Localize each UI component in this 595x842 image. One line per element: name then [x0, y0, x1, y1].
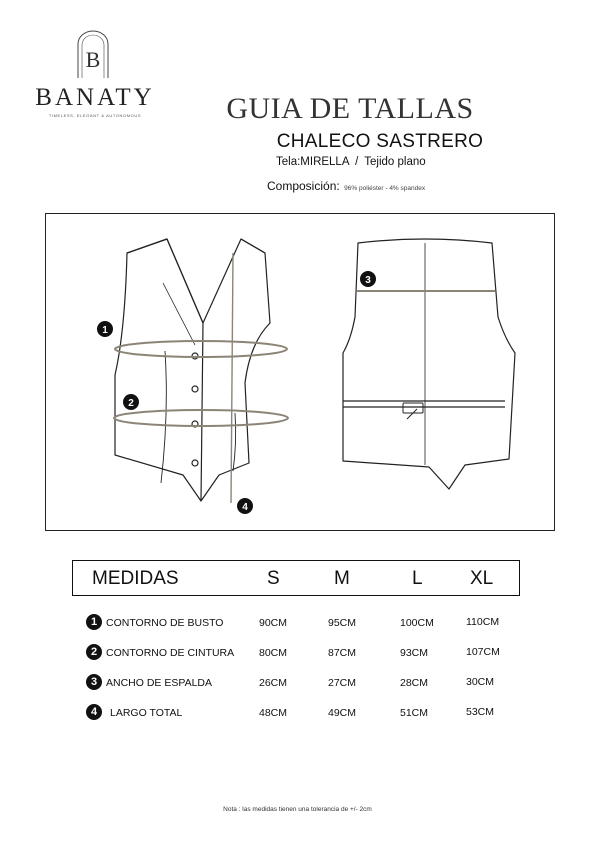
size-header-xl: XL	[470, 568, 494, 589]
composition-line	[267, 177, 425, 195]
bust-measure-line	[115, 341, 287, 357]
vest-illustration	[45, 213, 555, 531]
cell-bust-m: 95CM	[328, 617, 357, 629]
cell-waist-l: 93CM	[400, 647, 429, 659]
cell-back-xl: 30CM	[466, 676, 495, 688]
brand-monogram: B	[85, 47, 101, 72]
cell-bust-l: 100CM	[400, 617, 434, 629]
cell-length-xl: 53CM	[466, 706, 495, 718]
tolerance-note: Nota : las medidas tienen una tolerancia de +/- 2cm	[223, 806, 372, 813]
brand-name: BANATY	[35, 84, 155, 111]
row-number-badge: 2	[86, 644, 102, 660]
composition-value: 96% poliéster - 4% spandex	[344, 185, 426, 192]
cell-waist-m: 87CM	[328, 647, 357, 659]
cell-length-m: 49CM	[328, 707, 357, 719]
cell-back-l: 28CM	[400, 677, 429, 689]
cell-waist-xl: 107CM	[466, 646, 500, 658]
back-buckle-icon	[403, 403, 423, 419]
marker-4: 4	[242, 502, 248, 513]
brand-tagline: TIMELESS, ELEGANT & AUTONOMOUS	[48, 113, 142, 118]
row-label-waist: CONTORNO DE CINTURA	[106, 647, 235, 659]
row-label-bust: CONTORNO DE BUSTO	[106, 617, 224, 629]
fabric-type: Tejido plano	[364, 156, 426, 168]
cell-bust-xl: 110CM	[466, 616, 500, 628]
cell-back-m: 27CM	[328, 677, 357, 689]
composition-label: Composición:	[267, 179, 340, 193]
vest-front-drawing	[115, 239, 270, 501]
cell-back-s: 26CM	[259, 677, 288, 689]
size-header-s: S	[267, 568, 280, 589]
cell-bust-s: 90CM	[259, 617, 288, 629]
row-number-badge: 4	[86, 704, 102, 720]
marker-1: 1	[102, 325, 108, 336]
cell-length-s: 48CM	[259, 707, 288, 719]
marker-3: 3	[365, 275, 371, 286]
size-header-m: M	[334, 568, 350, 589]
row-label-back-width: ANCHO DE ESPALDA	[106, 677, 212, 689]
row-label-length: LARGO TOTAL	[110, 707, 183, 719]
garment-name: CHALECO SASTRERO	[276, 131, 484, 152]
marker-2: 2	[128, 398, 134, 409]
page-title: GUIA DE TALLAS	[226, 92, 474, 125]
row-number-badge: 1	[86, 614, 102, 630]
fabric-label: Tela:MIRELLA	[276, 156, 349, 168]
waist-measure-line	[114, 410, 288, 426]
brand-logo-icon	[73, 30, 113, 80]
fabric-separator: /	[355, 156, 359, 168]
cell-length-l: 51CM	[400, 707, 429, 719]
fabric-line	[276, 156, 426, 168]
size-header-l: L	[412, 568, 423, 589]
cell-waist-s: 80CM	[259, 647, 288, 659]
measures-header: MEDIDAS	[92, 568, 179, 589]
row-number-badge: 3	[86, 674, 102, 690]
length-measure-line	[231, 253, 233, 503]
